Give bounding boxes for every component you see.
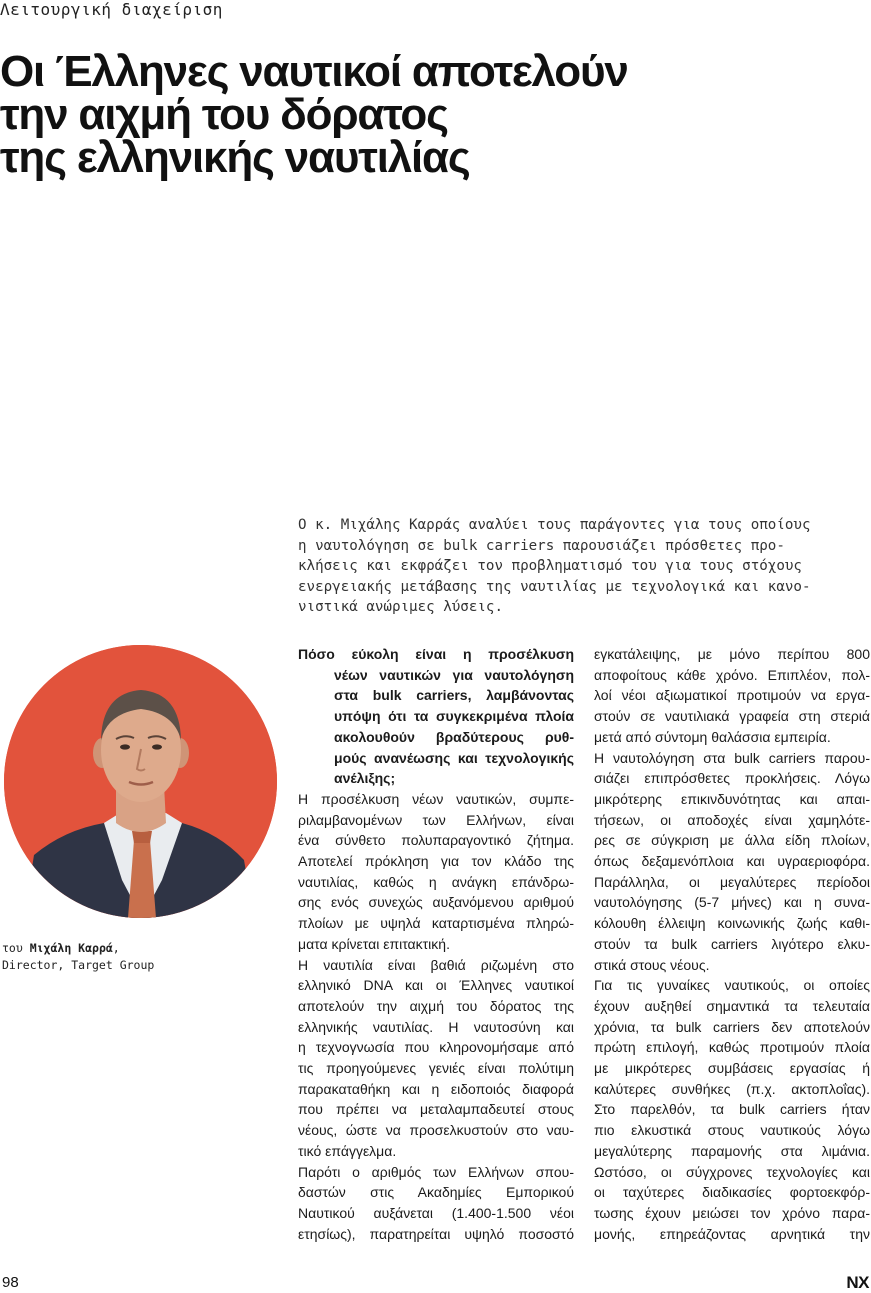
body-text-line: στούν τα bulk carriers λιγότερο ελκυ- (594, 935, 870, 952)
body-text-line: έχουν αυξηθεί σημαντικά τα τελευταία (594, 997, 870, 1014)
body-text-line: ναυτιλίας, καθώς η ανάγκη επάνδρω- (298, 873, 574, 890)
body-text-line: με μικρότερες συμβάσεις εργασίας ή (594, 1060, 870, 1077)
body-text-line: μετά από σύντομη θαλάσσια εμπειρία. (594, 728, 831, 745)
body-text-line: μικρότερης επικινδυνότητας και απαι- (594, 790, 870, 807)
headline-line: της ελληνικής ναυτιλίας (0, 133, 470, 182)
magazine-logo: NX (846, 1273, 869, 1292)
body-text-line: οι ταχύτερες διαδικασίες φορτοεκφόρ- (594, 1184, 870, 1201)
page-number: 98 (2, 1274, 19, 1291)
article-column-2 (594, 644, 870, 1244)
column-1-body (298, 789, 574, 1244)
body-text-line: εγκατάλειψης, με μόνο περίπου 800 (594, 646, 870, 662)
body-text-line: στικά στους νέους. (594, 956, 710, 973)
interview-question (298, 644, 574, 789)
body-text-line: χρόνια, τα bulk carriers δεν αποτελούν (594, 1018, 870, 1035)
caption-prefix: του (2, 941, 30, 955)
body-text-line: τωσης έχουν μειώσει τον χρόνο παρα- (594, 1204, 870, 1221)
body-text-line: ρες σε σύγκριση με άλλα είδη πλοίων, (594, 832, 870, 849)
intro-line: Ο κ. Μιχάλης Καρράς αναλύει τους παράγοντες για τους οποίους (298, 517, 811, 533)
body-text-line: ριλαμβανομένων των Ελλήνων, είναι (298, 811, 574, 828)
headline-line: την αιχμή του δόρατος (0, 90, 448, 139)
body-text-line: Αποτελεί πρόκληση για τον κλάδο της (298, 853, 574, 870)
body-text-line: Για τις γυναίκες ναυτικούς, οι οποίες (594, 977, 870, 994)
body-text-line: όπως δεξαμενόπλοια και υγραεριοφόρα. (594, 853, 870, 870)
body-text-line: ετησίως), παρατηρείται υψηλό ποσοστό (298, 1225, 574, 1242)
question-line: νέων ναυτικών για ναυτολόγηση (334, 666, 574, 683)
body-text-line: παρακαταθήκη και η ειδοποιός διαφορά (298, 1080, 574, 1097)
body-text-line: ματα κρίνεται επιτακτική. (298, 935, 450, 952)
body-text-line: πλοίων με υψηλά καταρτισμένα πληρώ- (298, 915, 574, 932)
body-text-line: νέους, ώστε να προσελκυστούν στο ναυ- (298, 1122, 574, 1139)
body-text-line: η τεχνογνωσία που κληρονομήσαμε από (298, 1039, 574, 1056)
body-text-line: Η προσέλκυση νέων ναυτικών, συμπε- (298, 790, 574, 807)
body-text-line: αποφοίτους κάθε χρόνο. Επιπλέον, πολ- (594, 666, 870, 683)
body-text-line: ναυτολόγησης (5-7 μήνες) και η συνα- (594, 894, 870, 911)
portrait-illustration (4, 645, 277, 918)
author-caption (2, 940, 272, 974)
body-text-line: Ναυτικού αυξάνεται (1.400-1.500 νέοι (298, 1204, 574, 1221)
question-line: ανέλιξης; (334, 770, 396, 787)
body-text-line: μεγαλύτερης παραμονής στα λιμάνια. (594, 1142, 870, 1159)
body-text-line: ελληνικής ναυτιλίας. Η ναυτοσύνη και (298, 1018, 574, 1035)
body-text-line: τις προηγούμενες γενιές είναι πολύτιμη (298, 1060, 574, 1077)
body-text-line: στούν σε ναυτιλιακά γραφεία στη στεριά (594, 708, 870, 725)
body-text-line: Στο παρελθόν, τα bulk carriers ήταν (594, 1101, 870, 1118)
caption-comma: , (112, 941, 120, 955)
author-name-line (2, 940, 272, 957)
body-text-line: μονής, επηρεάζοντας αρνητικά την (594, 1225, 870, 1242)
column-2-body (594, 644, 870, 1244)
body-text-line: τήσεων, οι αποδοχές είναι χαμηλότε- (594, 811, 870, 828)
body-text-line: ένα σύνθετο πολυπαραγοντικό ζήτημα. (298, 832, 574, 849)
question-line: ακολουθούν βραδύτερους ρυθ- (334, 728, 574, 745)
question-line: Πόσο εύκολη είναι η προσέλκυση (298, 646, 574, 662)
body-text-line: πρώτη επιλογή, καθώς προτιμούν πλοία (594, 1039, 870, 1056)
body-text-line: Παρότι ο αριθμός των Ελλήνων σπου- (298, 1163, 574, 1180)
body-text-line: αποτελούν την αιχμή του δόρατος της (298, 997, 574, 1014)
intro-line: η ναυτολόγηση σε bulk carriers παρουσιάζει πρόσθετες προ- (298, 537, 785, 554)
question-line: υπόψη ότι τα συγκεκριμένα πλοία (334, 708, 574, 725)
body-text-line: που πρέπει να μεταλαμπαδευτεί στους (298, 1101, 574, 1118)
body-text-line: Η ναυτολόγηση στα bulk carriers παρου- (594, 749, 870, 766)
headline-line: Οι Έλληνες ναυτικοί αποτελούν (0, 47, 628, 96)
body-text-line: καλύτερες συνθήκες (π.χ. ακτοπλοΐας). (594, 1080, 870, 1097)
question-line: μούς ανανέωσης και τεχνολογικής (334, 749, 574, 766)
intro-line: νιστικά ανώριμες λύσεις. (298, 599, 503, 615)
body-text-line: Η ναυτιλία είναι βαθιά ριζωμένη στο (298, 956, 574, 973)
body-text-line: κόλουθη έλλειψη κοινωνικής ζωής καθι- (594, 915, 870, 932)
body-text-line: τικό επάγγελμα. (298, 1142, 397, 1159)
author-role: Director, Target Group (2, 958, 155, 972)
article-headline (0, 47, 860, 182)
article-column-1 (298, 644, 574, 1244)
body-text-line: σιάζει επιπρόσθετες προκλήσεις. Λόγω (594, 770, 870, 787)
article-intro (298, 515, 864, 618)
section-label: Λειτουργική διαχείριση (0, 0, 223, 19)
question-line: στα bulk carriers, λαμβάνοντας (334, 687, 574, 704)
author-name: Μιχάλη Καρρά (29, 941, 113, 955)
body-text-line: δαστών στις Ακαδημίες Εμπορικού (298, 1184, 574, 1201)
body-text-line: πιο ελκυστικά στους ναυτικούς λόγω (594, 1122, 870, 1139)
body-text-line: λοί νέοι αξιωματικοί προτιμούν να εργα- (594, 687, 870, 704)
body-text-line: ελληνικό DNA και οι Έλληνες ναυτικοί (298, 977, 574, 994)
body-text-line: Παράλληλα, οι μεγαλύτερες περίοδοι (594, 873, 870, 890)
body-text-line: Ωστόσο, οι σύγχρονες τεχνολογίες και (594, 1163, 870, 1180)
intro-line: ενεργειακής μετάβασης της ναυτιλίας με τεχνολογικά και κανο- (298, 578, 811, 595)
body-text-line: σης ενός συνεχώς αυξανόμενου αριθμού (298, 894, 574, 911)
intro-line: κλήσεις και εκφράζει τον προβληματισμό του για τους στόχους (298, 558, 802, 574)
author-portrait (4, 645, 277, 918)
